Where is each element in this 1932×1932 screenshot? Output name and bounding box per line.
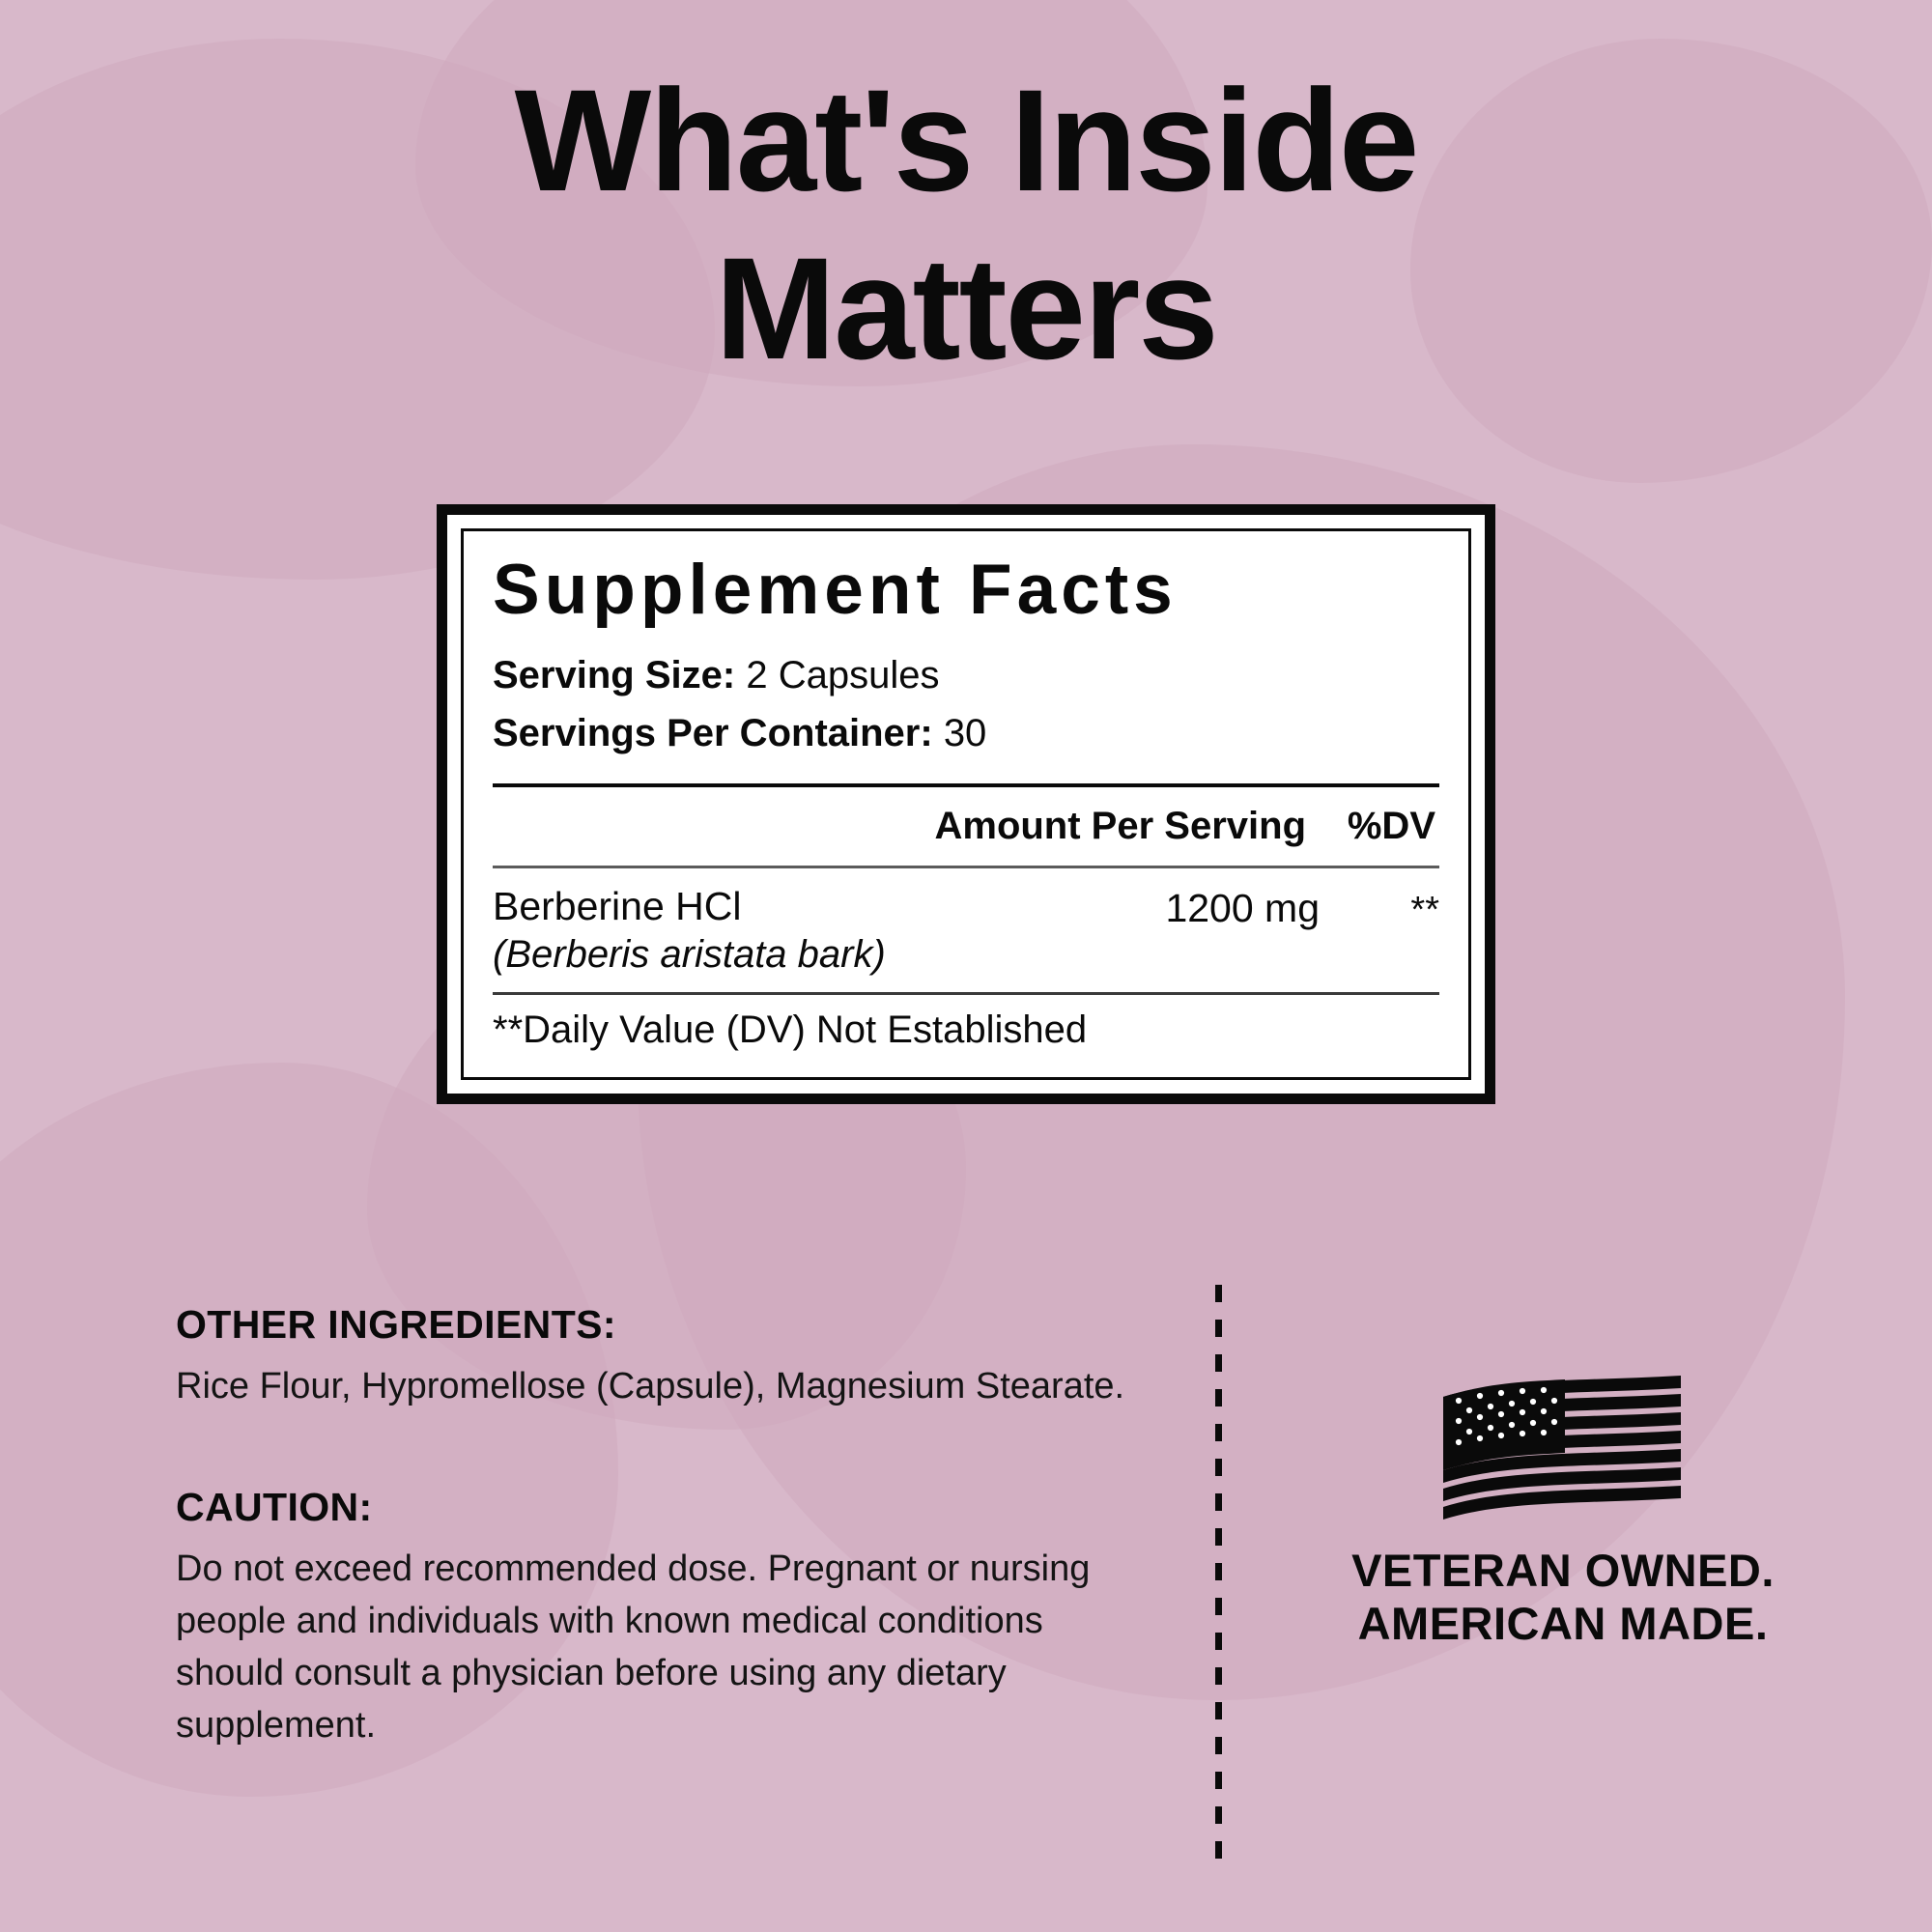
nutrient-amount: 1200 mg [1165, 885, 1320, 930]
serving-size-value: 2 Capsules [746, 653, 940, 696]
column-header-amount: Amount Per Serving [934, 804, 1306, 847]
veteran-owned-badge [1273, 1376, 1853, 1651]
nutrient-name-text: Berberine HCl [493, 883, 742, 928]
page-title-line-2: Matters [715, 227, 1217, 389]
us-flag-icon [1437, 1376, 1689, 1520]
caution-title: CAUTION: [176, 1484, 373, 1529]
divider-rule [493, 992, 1439, 995]
page-title-line-1: What's Inside [514, 59, 1418, 221]
column-header-dv: %DV [1347, 804, 1435, 847]
daily-value-footnote: **Daily Value (DV) Not Established [493, 1008, 1088, 1051]
spacer [176, 1413, 1142, 1485]
supplement-facts-title: Supplement Facts [493, 551, 1178, 629]
page-title [0, 56, 1932, 392]
vertical-dotted-divider [1215, 1285, 1222, 1864]
other-ingredients-body: Rice Flour, Hypromellose (Capsule), Magnesium Stearate. [176, 1366, 1125, 1406]
caution-body: Do not exceed recommended dose. Pregnant or nursing people and individuals with known medical conditions should consult a physician before using any dietary supplement. [176, 1548, 1091, 1746]
table-row [493, 884, 1439, 977]
supplement-facts-inner-border [461, 528, 1471, 1080]
nutrient-dv: ** [1410, 889, 1439, 930]
servings-per-container-row [493, 704, 1439, 762]
badge-line-2: AMERICAN MADE. [1357, 1598, 1769, 1650]
serving-size-label: Serving Size: [493, 653, 736, 696]
table-header-row [493, 805, 1439, 848]
supplement-facts-panel [437, 504, 1495, 1104]
servings-per-container-label: Servings Per Container: [493, 711, 933, 754]
divider-rule [493, 783, 1439, 787]
divider-rule [493, 866, 1439, 868]
badge-line-1: VETERAN OWNED. [1351, 1545, 1775, 1596]
other-ingredients-title: OTHER INGREDIENTS: [176, 1302, 616, 1347]
nutrient-latin-name: (Berberis aristata bark) [493, 932, 886, 976]
servings-per-container-value: 30 [943, 711, 987, 754]
badge-text [1273, 1544, 1853, 1651]
nutrient-name [493, 884, 1068, 977]
label-details [176, 1302, 1142, 1752]
serving-size-row [493, 646, 1439, 704]
